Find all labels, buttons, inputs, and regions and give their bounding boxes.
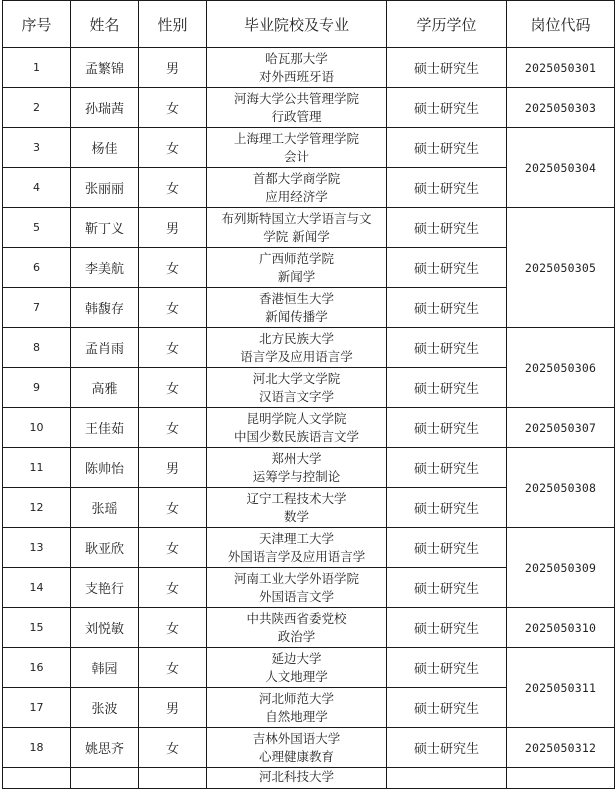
school-name: 北方民族大学	[258, 330, 334, 346]
cell-no: 4	[3, 168, 71, 208]
header-row	[3, 1, 615, 48]
cell-name	[71, 768, 139, 789]
cell-school	[207, 568, 387, 608]
cell-school	[207, 528, 387, 568]
cell-degree: 硕士研究生	[387, 288, 507, 328]
school-name: 延边大学	[271, 650, 322, 666]
cell-gender: 女	[139, 248, 207, 288]
school-name: 香港恒生大学	[258, 290, 334, 306]
cell-degree: 硕士研究生	[387, 408, 507, 448]
cell-gender: 女	[139, 568, 207, 608]
school-name: 首都大学商学院	[252, 170, 341, 186]
cell-school	[207, 208, 387, 248]
major-name: 新闻传播学	[265, 308, 328, 324]
cell-degree: 硕士研究生	[387, 728, 507, 768]
cell-no: 18	[3, 728, 71, 768]
table-row	[3, 448, 615, 488]
cell-degree: 硕士研究生	[387, 88, 507, 128]
major-name: 政治学	[277, 628, 316, 644]
cell-no: 15	[3, 608, 71, 648]
cell-code: 2025050301	[507, 48, 615, 88]
cell-school	[207, 448, 387, 488]
cell-no: 7	[3, 288, 71, 328]
cell-code: 2025050311	[507, 648, 615, 728]
cell-name: 李美航	[71, 248, 139, 288]
school-name: 河南工业大学外语学院	[233, 570, 359, 586]
cell-degree: 硕士研究生	[387, 488, 507, 528]
cell-code: 2025050304	[507, 128, 615, 208]
cell-code: 2025050309	[507, 528, 615, 608]
cell-school	[207, 688, 387, 728]
cell-degree	[387, 768, 507, 789]
cell-degree: 硕士研究生	[387, 248, 507, 288]
major-name: 心理健康教育	[258, 748, 334, 764]
cell-school	[207, 768, 387, 789]
cell-gender: 女	[139, 368, 207, 408]
cell-school	[207, 408, 387, 448]
major-name: 中国少数民族语言文学	[233, 428, 359, 444]
cell-name: 靳丁义	[71, 208, 139, 248]
cell-gender	[139, 768, 207, 789]
cell-gender: 女	[139, 328, 207, 368]
major-name: 汉语言文字学	[258, 388, 334, 404]
cell-name: 高雅	[71, 368, 139, 408]
cell-name: 孙瑞茜	[71, 88, 139, 128]
table-row	[3, 728, 615, 768]
cell-gender: 女	[139, 408, 207, 448]
header-degree: 学历学位	[387, 1, 507, 48]
cell-school	[207, 48, 387, 88]
cell-gender: 女	[139, 288, 207, 328]
school-name: 辽宁工程技术大学	[246, 490, 347, 506]
cell-school	[207, 648, 387, 688]
school-name: 中共陕西省委党校	[246, 610, 347, 626]
table-row	[3, 528, 615, 568]
cell-code: 2025050312	[507, 728, 615, 768]
major-name: 行政管理	[271, 108, 322, 124]
cell-gender: 男	[139, 688, 207, 728]
cell-name: 孟肖雨	[71, 328, 139, 368]
cell-no: 5	[3, 208, 71, 248]
cell-gender: 女	[139, 528, 207, 568]
major-name: 数学	[283, 508, 309, 524]
cell-degree: 硕士研究生	[387, 608, 507, 648]
cell-school	[207, 328, 387, 368]
school-name: 上海理工大学管理学院	[233, 130, 359, 146]
table-row	[3, 608, 615, 648]
cell-degree: 硕士研究生	[387, 648, 507, 688]
school-name: 郑州大学	[271, 450, 322, 466]
cell-name: 张波	[71, 688, 139, 728]
cell-gender: 女	[139, 88, 207, 128]
cell-name: 韩馥存	[71, 288, 139, 328]
cell-gender: 女	[139, 488, 207, 528]
major-name: 外国语言学及应用语言学	[227, 548, 366, 564]
school-name: 广西师范学院	[258, 250, 334, 266]
cell-degree: 硕士研究生	[387, 368, 507, 408]
cell-no: 11	[3, 448, 71, 488]
table-row-partial	[3, 768, 615, 789]
school-name: 河北科技大学	[258, 769, 334, 784]
major-name: 学院 新闻学	[263, 228, 330, 244]
cell-degree: 硕士研究生	[387, 528, 507, 568]
header-no: 序号	[3, 1, 71, 48]
table-row	[3, 128, 615, 168]
cell-school	[207, 608, 387, 648]
cell-gender: 女	[139, 168, 207, 208]
cell-school	[207, 368, 387, 408]
header-school: 毕业院校及专业	[207, 1, 387, 48]
major-name: 新闻学	[277, 268, 316, 284]
header-gender: 性别	[139, 1, 207, 48]
cell-gender: 女	[139, 128, 207, 168]
table-row	[3, 208, 615, 248]
cell-name: 陈帅怡	[71, 448, 139, 488]
school-name: 布列斯特国立大学语言与文	[221, 210, 372, 226]
cell-code: 2025050306	[507, 328, 615, 408]
major-name: 应用经济学	[265, 188, 328, 204]
cell-no: 3	[3, 128, 71, 168]
cell-gender: 女	[139, 608, 207, 648]
cell-no: 17	[3, 688, 71, 728]
cell-code: 2025050307	[507, 408, 615, 448]
school-name: 哈瓦那大学	[265, 50, 328, 66]
cell-name: 杨佳	[71, 128, 139, 168]
major-name: 自然地理学	[265, 708, 328, 724]
cell-no: 14	[3, 568, 71, 608]
table-row	[3, 648, 615, 688]
cell-no: 1	[3, 48, 71, 88]
cell-name: 孟繁锦	[71, 48, 139, 88]
header-code: 岗位代码	[507, 1, 615, 48]
cell-no: 8	[3, 328, 71, 368]
major-name: 人文地理学	[265, 668, 328, 684]
major-name: 对外西班牙语	[258, 68, 334, 84]
cell-name: 张瑶	[71, 488, 139, 528]
cell-name: 王佳茹	[71, 408, 139, 448]
school-name: 河北大学文学院	[252, 370, 341, 386]
cell-code: 2025050303	[507, 88, 615, 128]
cell-name: 刘悦敏	[71, 608, 139, 648]
cell-code: 2025050305	[507, 208, 615, 328]
table-row	[3, 328, 615, 368]
school-name: 吉林外国语大学	[252, 730, 341, 746]
cell-gender: 男	[139, 48, 207, 88]
cell-degree: 硕士研究生	[387, 328, 507, 368]
major-name: 语言学及应用语言学	[240, 348, 353, 364]
school-name: 河海大学公共管理学院	[233, 90, 359, 106]
school-name: 昆明学院人文学院	[246, 410, 347, 426]
cell-degree: 硕士研究生	[387, 568, 507, 608]
cell-school	[207, 248, 387, 288]
cell-degree: 硕士研究生	[387, 448, 507, 488]
cell-school	[207, 128, 387, 168]
cell-degree: 硕士研究生	[387, 208, 507, 248]
cell-name: 韩园	[71, 648, 139, 688]
cell-code: 2025050310	[507, 608, 615, 648]
cell-code: 2025050308	[507, 448, 615, 528]
cell-school	[207, 728, 387, 768]
cell-degree: 硕士研究生	[387, 168, 507, 208]
cell-degree: 硕士研究生	[387, 688, 507, 728]
cell-degree: 硕士研究生	[387, 48, 507, 88]
table-row	[3, 88, 615, 128]
school-name: 天津理工大学	[258, 530, 334, 546]
cell-name: 支艳行	[71, 568, 139, 608]
school-name: 河北师范大学	[258, 690, 334, 706]
table-row	[3, 408, 615, 448]
cell-school	[207, 88, 387, 128]
major-name: 会计	[283, 148, 309, 164]
cell-name: 耿亚欣	[71, 528, 139, 568]
major-name: 运筹学与控制论	[252, 468, 341, 484]
cell-no: 10	[3, 408, 71, 448]
cell-gender: 女	[139, 648, 207, 688]
header-name: 姓名	[71, 1, 139, 48]
cell-code	[507, 768, 615, 789]
cell-no: 2	[3, 88, 71, 128]
cell-gender: 男	[139, 208, 207, 248]
cell-no: 16	[3, 648, 71, 688]
cell-no: 13	[3, 528, 71, 568]
cell-school	[207, 168, 387, 208]
cell-name: 姚思齐	[71, 728, 139, 768]
table-row	[3, 48, 615, 88]
major-name: 外国语言文学	[258, 588, 334, 604]
cell-no: 12	[3, 488, 71, 528]
cell-school	[207, 288, 387, 328]
cell-gender: 女	[139, 728, 207, 768]
cell-no	[3, 768, 71, 789]
cell-name: 张丽丽	[71, 168, 139, 208]
cell-no: 6	[3, 248, 71, 288]
cell-school	[207, 488, 387, 528]
cell-gender: 男	[139, 448, 207, 488]
cell-no: 9	[3, 368, 71, 408]
candidate-table	[2, 0, 615, 789]
cell-degree: 硕士研究生	[387, 128, 507, 168]
